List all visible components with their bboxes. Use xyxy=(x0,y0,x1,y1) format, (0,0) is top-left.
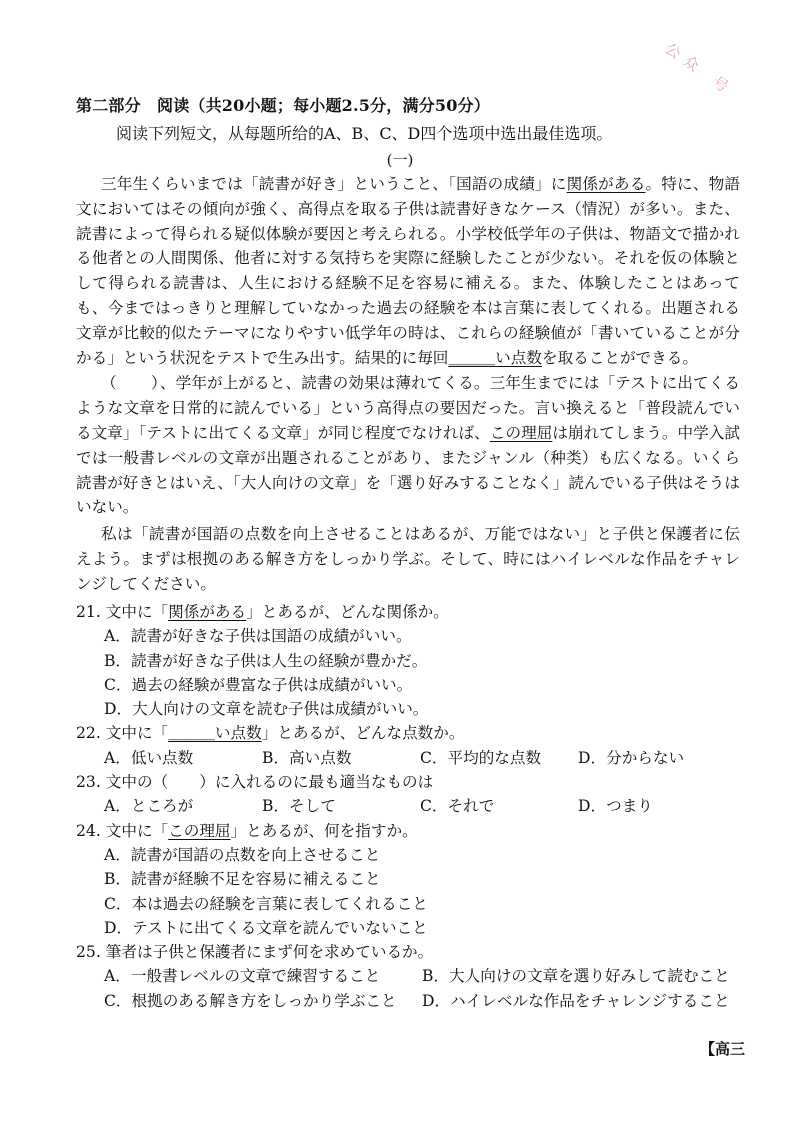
option[interactable]: B．高い点数 xyxy=(262,748,352,767)
option[interactable]: C．平均的な点数 xyxy=(420,748,542,767)
option[interactable]: B．読書が好きな子供は人生の経験が豊かだ。 xyxy=(104,651,428,670)
option[interactable]: A．読書が国語の点数を向上させること xyxy=(104,845,381,864)
question-25: 25. 筆者は子供と保護者にまず何を求めているか。 xyxy=(76,943,434,962)
blank-paren: （ ） xyxy=(100,374,160,393)
paragraph-2: （ ）、学年が上がると、読書の効果は薄れてくる。三年生までには「テストに出てくるような文章を日常的に読んでいる」という高得点の要因だった。言い換えると「普段読んでいる文章」「テストに出てくる文章」が同じ程度でなければ、この理屈は崩れてしまう。中学入試では一般書レベルの文章が出題されることがあり、またジャンル（种类）も広くなる。いくら読書が好きとはいえ、「大人向けの文章」を「選り好みすることなく」読んでいる子供はそうはいない。 xyxy=(76,374,740,517)
option[interactable]: B．そして xyxy=(262,797,336,816)
underlined-phrase: 関係がある xyxy=(566,175,646,193)
passage-number: (一) xyxy=(386,151,414,169)
instruction: 阅读下列短文，从每题所给的A、B、C、D四个选项中选出最佳选项。 xyxy=(116,124,613,143)
question-list xyxy=(76,600,740,1013)
reading-passage xyxy=(76,172,740,597)
paragraph-3: 私は「読書が国語の点数を向上させることはあるが、万能ではない」と子供と保護者に伝えよう。まずは根拠のある解き方をしっかり学ぶ。そして、時にはハイレベルな作品をチャレンジしてください。 xyxy=(76,525,740,593)
option[interactable]: D．つまり xyxy=(578,797,653,816)
question-24: 24. 文中に「この理屈」とあるが、何を指すか。 xyxy=(76,821,418,840)
option[interactable]: B．大人向けの文章を選り好みして読むこと xyxy=(422,967,730,986)
option[interactable]: C．それで xyxy=(420,797,495,816)
option[interactable]: A．一般書レベルの文章で練習すること xyxy=(104,967,381,986)
option[interactable]: A．低い点数 xyxy=(104,748,194,767)
option[interactable]: C．根拠のある解き方をしっかり学ぶこと xyxy=(104,991,397,1010)
option[interactable]: A．ところが xyxy=(104,797,194,816)
question-21: 21. 文中に「関係がある」とあるが、どんな関係か。 xyxy=(76,603,449,621)
underlined-phrase: この理屈 xyxy=(489,423,553,442)
footer-label: 【高三 xyxy=(700,1040,746,1058)
section-title: 第二部分 阅读（共20小题；每小题2.5分，满分50分） xyxy=(76,96,490,115)
option[interactable]: D．テストに出てくる文章を読んでいないこと xyxy=(104,918,428,937)
blank-phrase: ＿＿＿い点数 xyxy=(448,348,542,367)
option[interactable]: D．ハイレベルな作品をチャレンジすること xyxy=(422,991,730,1010)
option-row xyxy=(76,964,740,988)
option[interactable]: D．大人向けの文章を読む子供は成績がいい。 xyxy=(104,700,429,719)
option[interactable]: A．読書が好きな子供は国語の成績がいい。 xyxy=(104,627,412,646)
question-22: 22. 文中に「＿＿＿い点数」とあるが、どんな点数か。 xyxy=(76,724,465,743)
option[interactable]: C．過去の経験が豊富な子供は成績がいい。 xyxy=(104,675,413,694)
paragraph-1: 三年生くらいまでは「読書が好き」ということ、「国語の成績」に関係がある。特に、物語文においてはその傾向が強く、高得点を取る子供は読書好きなケース（情況）が多い。また、読書によって得られる疑似体験が要因と考えられる。小学校低学年の子供は、物語文で描かれる他者との人間関係、他者に対する気持ちを実際に経験したことが少ない。それを仮の体験として得られる読書は、人生における経験不足を容易に補える。また、体験したことはあっても、今まではっきりと理解していなかった過去の経験を本は言葉に表してくれる。出題される文章が比較的似たテーマになりやすい低学年の時は、これらの経験値が「書いていることが分かる」という状況をテストで生み出す。結果的に毎回＿＿＿い点数を取ることができる。 xyxy=(76,175,740,367)
option-row xyxy=(76,794,740,818)
watermark-stamp: 公 众 号 xyxy=(661,39,733,96)
option-row xyxy=(76,989,740,1013)
option[interactable]: B．読書が経験不足を容易に補えること xyxy=(104,870,381,889)
option[interactable]: C．本は過去の経験を言葉に表してくれること xyxy=(104,894,428,913)
option[interactable]: D．分からない xyxy=(578,748,685,767)
question-23: 23. 文中の（ ）に入れるのに最も適当なものは xyxy=(76,773,434,792)
option-row xyxy=(76,746,740,770)
